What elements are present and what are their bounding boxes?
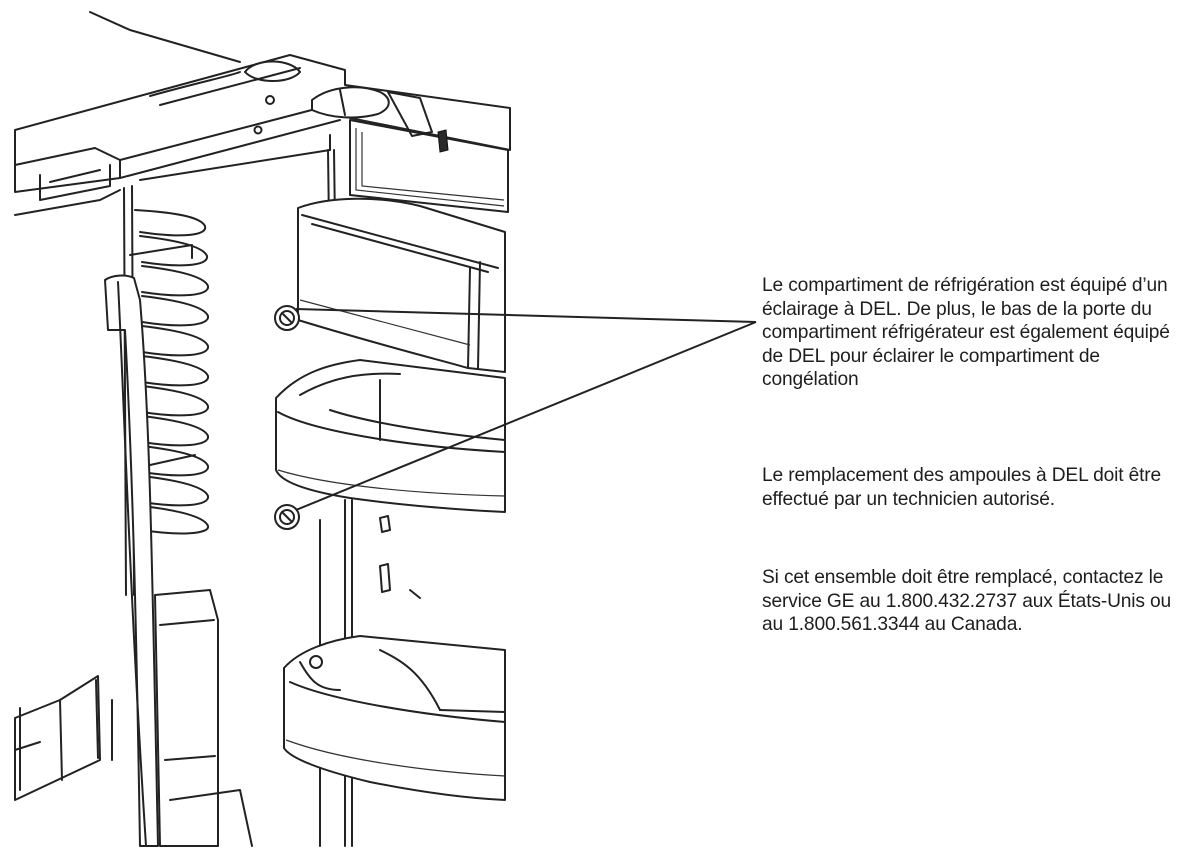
callout-service-contact: Si cet ensemble doit être remplacé, contactez le service GE au 1.800.432.2737 aux États-Unis ou au 1.800.561.3344 au Canada. <box>762 567 1172 635</box>
callout-led-replacement: Le remplacement des ampoules à DEL doit être effectué par un technicien autorisé. <box>762 465 1162 510</box>
callout-led-lighting: Le compartiment de réfrigération est équipé d’un éclairage à DEL. De plus, le bas de la porte du compartiment réfrigérateur est également équipé de DEL pour éclairer le compartiment de congélation <box>762 275 1170 390</box>
door-bin-top <box>298 199 505 372</box>
door-bin-bottom <box>284 636 505 800</box>
door-bin-middle <box>276 360 505 512</box>
led-light-upper <box>275 306 299 330</box>
door-mullion <box>105 276 158 846</box>
led-light-lower <box>275 505 299 529</box>
led-light-icon <box>275 306 299 330</box>
led-light-icon <box>275 505 299 529</box>
